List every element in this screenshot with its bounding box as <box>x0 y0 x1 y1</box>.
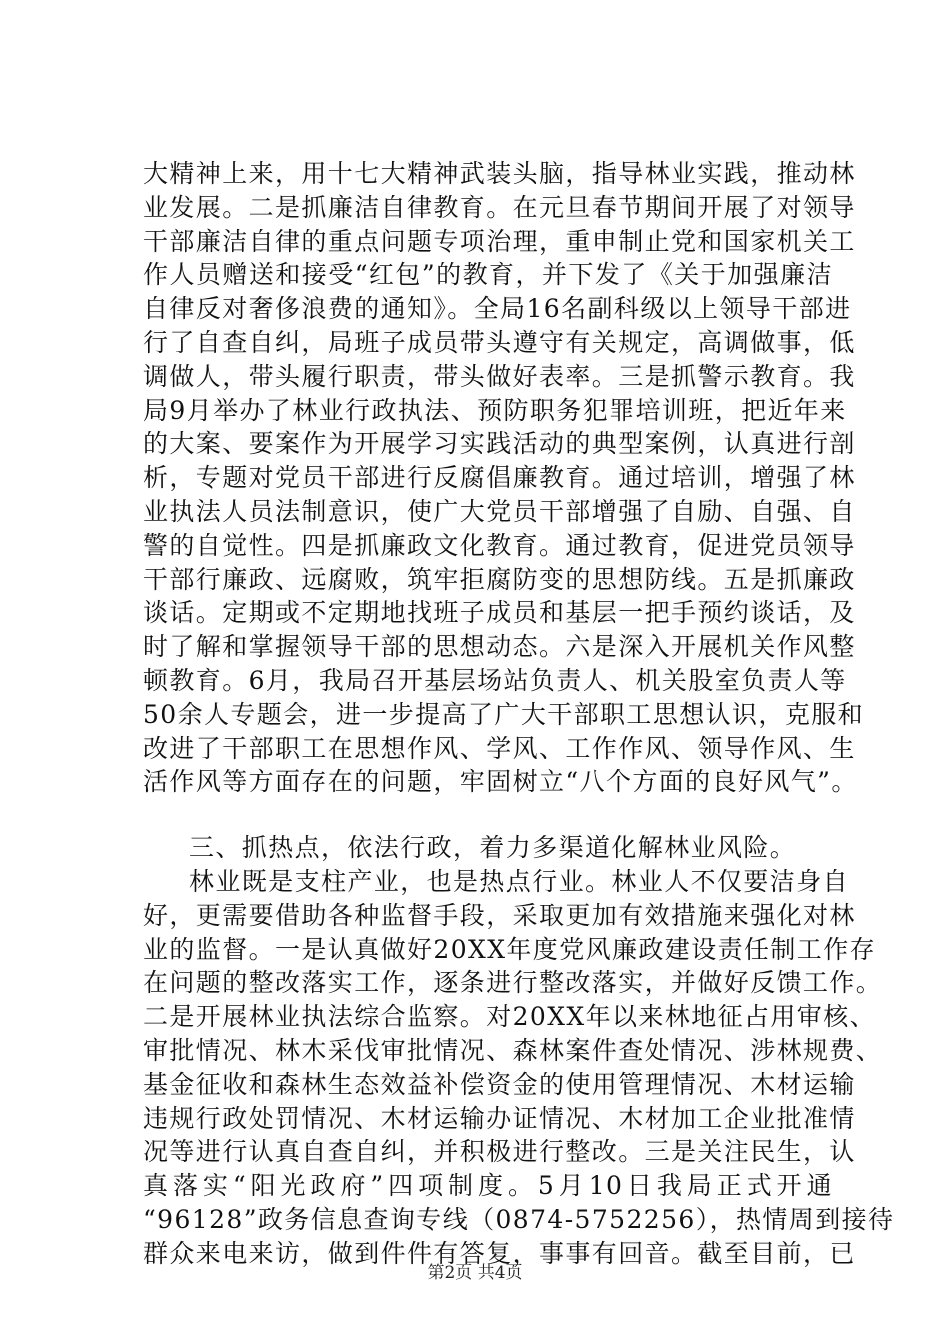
text-line: 时了解和掌握领导干部的思想动态。六是深入开展机关作风整 <box>143 632 856 662</box>
paragraph-gap <box>143 799 833 831</box>
section-heading: 三、抓热点，依法行政，着力多渠道化解林业风险。 <box>189 833 797 863</box>
text-line: 顿教育。6月，我局召开基层场站负责人、机关股室负责人等 <box>143 665 847 695</box>
text-line: 的大案、要案作为开展学习实践活动的典型案例，认真进行剖 <box>143 429 856 459</box>
text-line: 自律反对奢侈浪费的通知》。全局16名副科级以上领导干部进 <box>143 294 852 324</box>
text-line: 真落实“阳光政府”四项制度。5月10日我局正式开通 <box>143 1171 833 1201</box>
text-line: 业的监督。一是认真做好20XX年度党风廉政建设责任制工作存 <box>143 934 877 964</box>
text-line: 业发展。二是抓廉洁自律教育。在元旦春节期间开展了对领导 <box>143 192 856 222</box>
text-line: 干部廉洁自律的重点问题专项治理，重申制止党和国家机关工 <box>143 226 856 256</box>
text-line: 局9月举办了林业行政执法、预防职务犯罪培训班，把近年来 <box>143 395 847 425</box>
text-line: 林业既是支柱产业，也是热点行业。林业人不仅要洁身自 <box>189 866 850 896</box>
text-line: 50余人专题会，进一步提高了广大干部职工思想认识，克服和 <box>143 699 865 729</box>
paragraph-2 <box>143 865 895 1271</box>
text-line: 谈话。定期或不定期地找班子成员和基层一把手预约谈话，及 <box>143 598 856 628</box>
text-line: 行了自查自纠，局班子成员带头遵守有关规定，高调做事，低 <box>143 327 856 357</box>
text-line: 大精神上来，用十七大精神武装头脑，指导林业实践，推动林 <box>143 159 856 188</box>
page-number-footer: 第2页 共4页 <box>427 1263 523 1283</box>
text-line: 析，专题对党员干部进行反腐倡廉教育。通过培训，增强了林 <box>143 463 856 493</box>
text-line: 调做人，带头履行职责，带头做好表率。三是抓警示教育。我 <box>143 361 856 391</box>
text-line: “96128”政务信息查询专线（0874-5752256），热情周到接待 <box>143 1204 895 1234</box>
text-line: 况等进行认真自查自纠，并积极进行整改。三是关注民生，认 <box>143 1137 856 1167</box>
text-line: 在问题的整改落实工作，逐条进行整改落实，并做好反馈工作。 <box>143 968 883 998</box>
text-line: 基金征收和森林生态效益补偿资金的使用管理情况、木材运输 <box>143 1069 856 1099</box>
text-line: 干部行廉政、远腐败，筑牢拒腐防变的思想防线。五是抓廉政 <box>143 564 856 594</box>
text-line: 群众来电来访，做到件件有答复，事事有回音。截至目前，已 <box>143 1238 856 1268</box>
document-body <box>143 157 895 1271</box>
text-line: 警的自觉性。四是抓廉政文化教育。通过教育，促进党员领导 <box>143 530 856 560</box>
text-line: 作人员赠送和接受“红包”的教育，并下发了《关于加强廉洁 <box>143 260 833 290</box>
text-line: 好，更需要借助各种监督手段，采取更加有效措施来强化对林 <box>143 900 856 930</box>
paragraph-1 <box>143 157 865 799</box>
text-line: 改进了干部职工在思想作风、学风、工作作风、领导作风、生 <box>143 733 856 763</box>
text-line: 二是开展林业执法综合监察。对20XX年以来林地征占用审核、 <box>143 1002 877 1032</box>
text-line: 活作风等方面存在的问题，牢固树立“八个方面的良好风气”。 <box>143 767 858 797</box>
text-line: 业执法人员法制意识，使广大党员干部增强了自励、自强、自 <box>143 496 856 526</box>
text-line: 违规行政处罚情况、木材运输办证情况、木材加工企业批准情 <box>143 1103 856 1133</box>
text-line: 审批情况、林木采伐审批情况、森林案件查处情况、涉林规费、 <box>143 1035 883 1065</box>
